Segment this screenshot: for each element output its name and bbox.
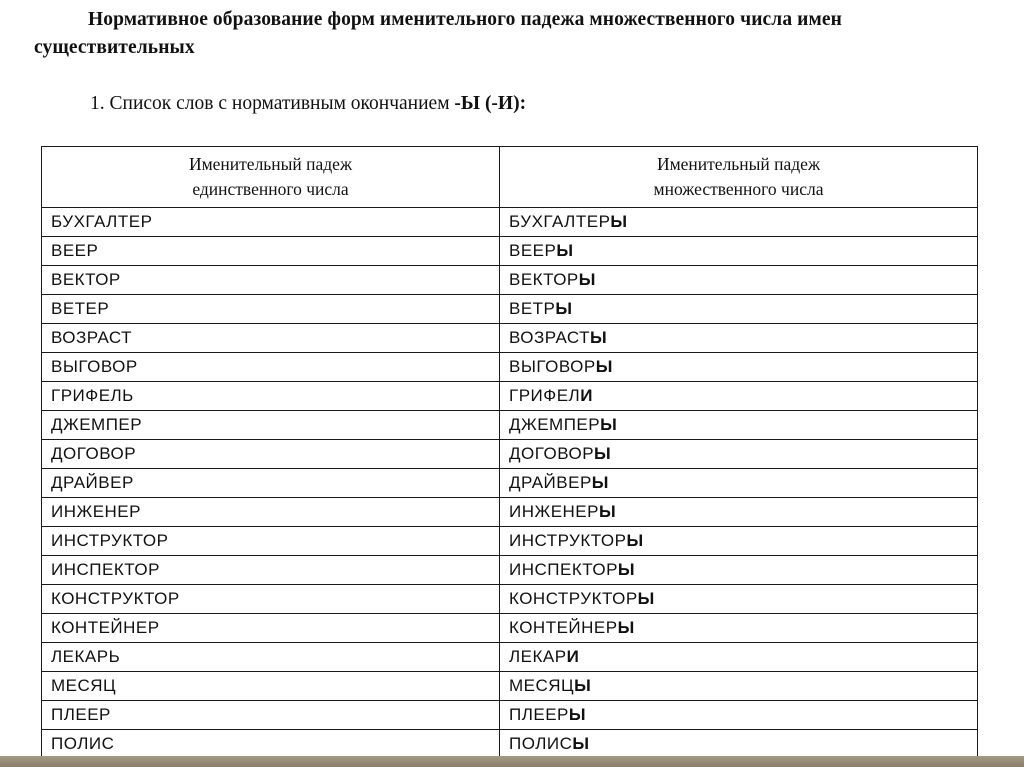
- table-row: [42, 440, 978, 469]
- singular-form: ДОГОВОР: [42, 440, 500, 469]
- singular-form: ИНСТРУКТОР: [42, 527, 500, 556]
- plural-form: [500, 411, 978, 440]
- singular-form: БУХГАЛТЕР: [42, 208, 500, 237]
- singular-form: ВЕТЕР: [42, 295, 500, 324]
- table-row: [42, 527, 978, 556]
- plural-form: [500, 266, 978, 295]
- singular-form: ЛЕКАРЬ: [42, 643, 500, 672]
- table-row: [42, 585, 978, 614]
- plural-stem: ВЕКТОР: [509, 270, 579, 289]
- table-row: [42, 556, 978, 585]
- plural-stem: ИНЖЕНЕР: [509, 502, 599, 521]
- singular-form: ВЫГОВОР: [42, 353, 500, 382]
- plural-ending: И: [566, 647, 580, 666]
- table-row: [42, 295, 978, 324]
- table-row: [42, 469, 978, 498]
- table-row: [42, 701, 978, 730]
- plural-form: [500, 469, 978, 498]
- header-singular-line-1: Именительный падеж: [188, 154, 353, 174]
- table-row: [42, 643, 978, 672]
- plural-stem: ДЖЕМПЕР: [509, 415, 601, 434]
- plural-ending: И: [580, 386, 593, 405]
- plural-ending: Ы: [599, 502, 617, 521]
- plural-ending: Ы: [637, 589, 655, 608]
- singular-form: ДРАЙВЕР: [42, 469, 500, 498]
- plural-stem: ВЫГОВОР: [509, 357, 596, 376]
- plural-form: [500, 353, 978, 382]
- plural-form: [500, 701, 978, 730]
- plural-stem: ВОЗРАСТ: [509, 328, 591, 347]
- plural-form: [500, 730, 978, 759]
- plural-form: [500, 382, 978, 411]
- header-plural-line-1: Именительный падеж: [656, 154, 821, 174]
- singular-form: ДЖЕМПЕР: [42, 411, 500, 440]
- plural-form: [500, 585, 978, 614]
- plural-stem: ИНСТРУКТОР: [509, 531, 627, 550]
- table-body: [42, 208, 978, 759]
- plural-stem: ЛЕКАР: [509, 647, 567, 666]
- plural-stem: МЕСЯЦ: [509, 676, 575, 695]
- table-row: [42, 324, 978, 353]
- plural-form: [500, 440, 978, 469]
- plural-ending: Ы: [591, 473, 609, 492]
- header-singular: [42, 147, 500, 208]
- singular-form: ВОЗРАСТ: [42, 324, 500, 353]
- plural-stem: ГРИФЕЛ: [509, 386, 581, 405]
- plural-ending: Ы: [617, 618, 635, 637]
- bottom-border: [0, 756, 1024, 767]
- table-row: [42, 614, 978, 643]
- table-row: [42, 730, 978, 759]
- section-heading: [90, 91, 526, 117]
- plural-ending: Ы: [617, 560, 636, 579]
- plural-form: [500, 527, 978, 556]
- plural-ending: Ы: [578, 270, 596, 289]
- table-row: [42, 237, 978, 266]
- plural-form: [500, 672, 978, 701]
- singular-form: ПЛЕЕР: [42, 701, 500, 730]
- plural-stem: ДРАЙВЕР: [509, 473, 592, 492]
- plural-ending: Ы: [590, 328, 608, 347]
- plural-form: [500, 643, 978, 672]
- plural-stem: КОНТЕЙНЕР: [509, 618, 618, 637]
- plural-stem: ВЕЕР: [509, 241, 557, 260]
- title-line-2: существительных: [34, 37, 195, 58]
- plural-form: [500, 324, 978, 353]
- plural-ending: Ы: [556, 241, 574, 260]
- singular-form: КОНТЕЙНЕР: [42, 614, 500, 643]
- table-row: [42, 353, 978, 382]
- plural-stem: ИНСПЕКТОР: [509, 560, 618, 579]
- title-line-1: Нормативное образование форм именительного падежа множественного числа имен: [88, 9, 842, 30]
- plural-form: [500, 498, 978, 527]
- plural-ending: Ы: [626, 531, 644, 550]
- plural-ending: Ы: [555, 299, 573, 318]
- section-heading-ending: -Ы (-И):: [454, 93, 527, 114]
- plural-ending: Ы: [568, 705, 587, 724]
- word-table: [41, 146, 978, 759]
- plural-stem: БУХГАЛТЕР: [509, 212, 611, 231]
- section-heading-text: 1. Список слов с нормативным окончанием: [90, 93, 450, 114]
- plural-form: [500, 295, 978, 324]
- header-plural-line-2: множественного числа: [653, 179, 824, 199]
- plural-stem: КОНСТРУКТОР: [509, 589, 638, 608]
- singular-form: КОНСТРУКТОР: [42, 585, 500, 614]
- plural-form: [500, 556, 978, 585]
- table-row: [42, 411, 978, 440]
- plural-ending: Ы: [574, 676, 592, 695]
- table-row: [42, 498, 978, 527]
- plural-form: [500, 614, 978, 643]
- plural-ending: Ы: [600, 415, 618, 434]
- singular-form: ВЕКТОР: [42, 266, 500, 295]
- singular-form: ПОЛИС: [42, 730, 500, 759]
- table-header-row: [42, 147, 978, 208]
- singular-form: ИНСПЕКТОР: [42, 556, 500, 585]
- singular-form: МЕСЯЦ: [42, 672, 500, 701]
- plural-form: [500, 208, 978, 237]
- plural-stem: ПЛЕЕР: [509, 705, 569, 724]
- plural-stem: ПОЛИС: [509, 734, 573, 753]
- singular-form: ГРИФЕЛЬ: [42, 382, 500, 411]
- header-singular-line-2: единственного числа: [192, 179, 349, 199]
- header-plural: [500, 147, 978, 208]
- table-row: [42, 266, 978, 295]
- singular-form: ВЕЕР: [42, 237, 500, 266]
- table-row: [42, 672, 978, 701]
- page-title: [34, 6, 998, 62]
- plural-ending: Ы: [610, 212, 628, 231]
- plural-ending: Ы: [594, 444, 612, 463]
- plural-stem: ДОГОВОР: [509, 444, 595, 463]
- plural-form: [500, 237, 978, 266]
- table-row: [42, 382, 978, 411]
- plural-ending: Ы: [595, 357, 613, 376]
- singular-form: ИНЖЕНЕР: [42, 498, 500, 527]
- plural-ending: Ы: [572, 734, 590, 753]
- table-row: [42, 208, 978, 237]
- plural-stem: ВЕТР: [509, 299, 556, 318]
